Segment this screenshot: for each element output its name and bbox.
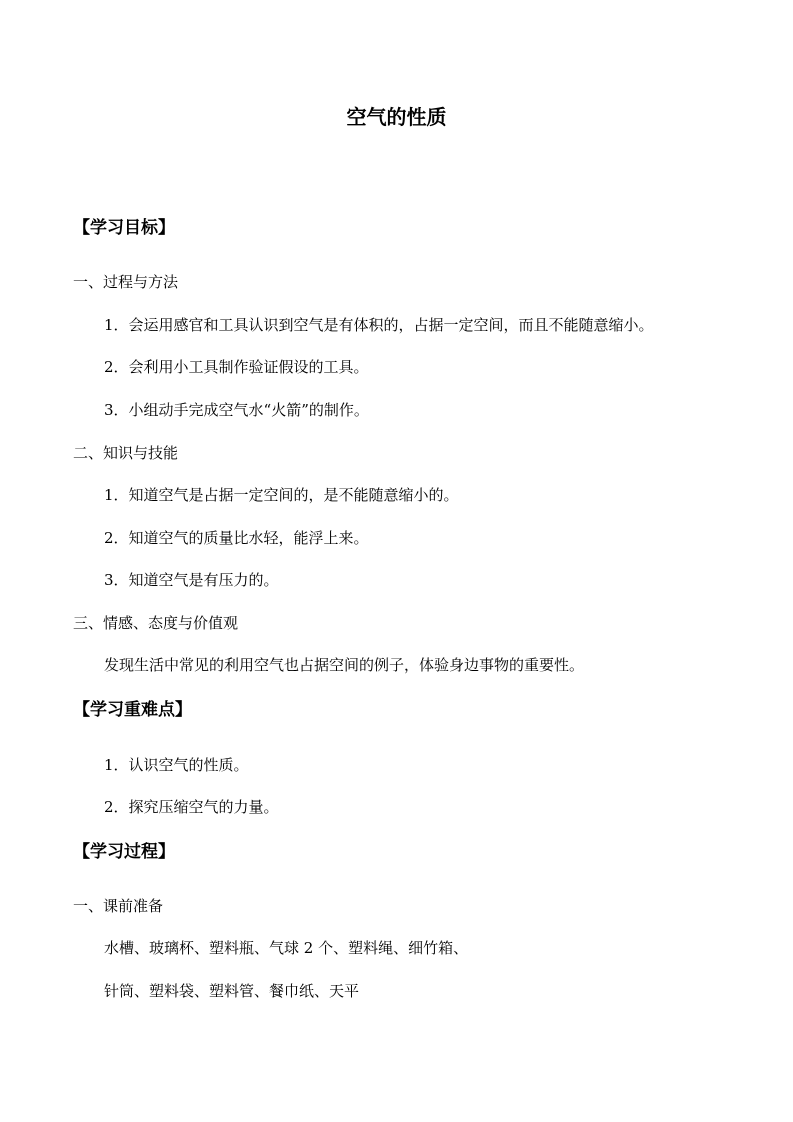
- list-item: 1．会运用感官和工具认识到空气是有体积的，占据一定空间，而且不能随意缩小。: [104, 316, 654, 334]
- materials-line: 水槽、玻璃杯、塑料瓶、气球 2 个、塑料绳、细竹箱、: [104, 939, 469, 957]
- document-title: 空气的性质: [346, 105, 447, 129]
- list-item: 2．会利用小工具制作验证假设的工具。: [104, 358, 369, 376]
- list-item: 2．探究压缩空气的力量。: [104, 798, 279, 816]
- knowledge-skills-label: 二、知识与技能: [73, 444, 179, 462]
- key-points-heading: 【学习重难点】: [73, 700, 192, 720]
- list-item: 3．小组动手完成空气水“火箭”的制作。: [104, 401, 369, 419]
- process-method-label: 一、过程与方法: [73, 273, 179, 291]
- list-item: 1．认识空气的性质。: [104, 756, 249, 774]
- list-item: 3．知道空气是有压力的。: [104, 571, 279, 589]
- emotion-values-label: 三、情感、态度与价值观: [73, 614, 239, 632]
- list-item: 2．知道空气的质量比水轻，能浮上来。: [104, 529, 369, 547]
- objectives-heading: 【学习目标】: [73, 218, 175, 238]
- materials-line: 针筒、塑料袋、塑料管、餐巾纸、天平: [104, 982, 360, 1000]
- emotion-values-text: 发现生活中常见的利用空气也占据空间的例子，体验身边事物的重要性。: [104, 656, 585, 674]
- preparation-label: 一、课前准备: [73, 897, 164, 915]
- process-heading: 【学习过程】: [73, 842, 175, 862]
- list-item: 1．知道空气是占据一定空间的，是不能随意缩小的。: [104, 486, 459, 504]
